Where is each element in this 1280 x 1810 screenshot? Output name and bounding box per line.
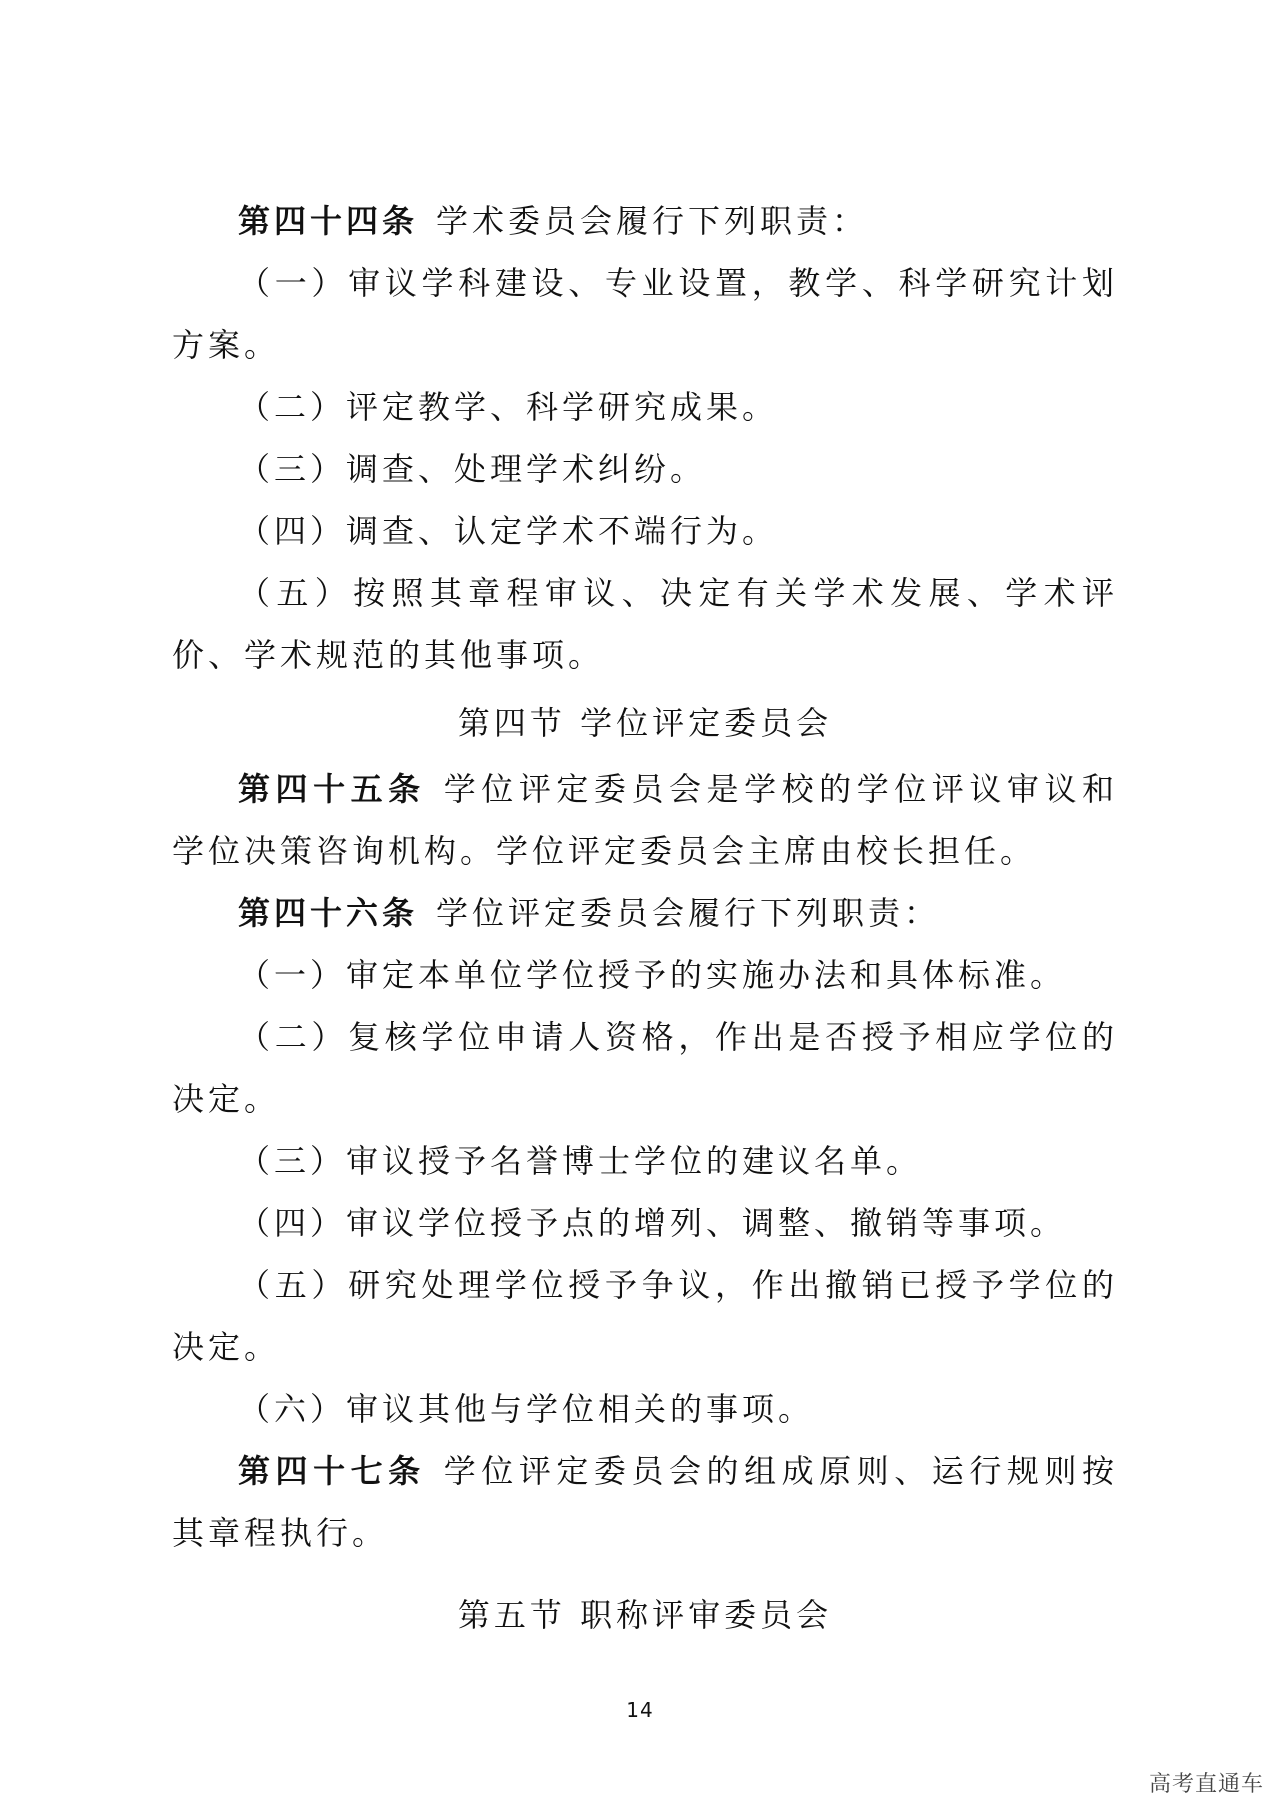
section-heading: 第五节 职称评审委员会 bbox=[457, 1596, 833, 1634]
list-item: （五）按照其章程审议、决定有关学术发展、学术评价、学术规范的其他事项。 bbox=[172, 574, 1118, 674]
article-text: 学位评定委员会的组成原则、运行规则按其章程执行。 bbox=[172, 1452, 1118, 1552]
list-item: （四）审议学位授予点的增列、调整、撤销等事项。 bbox=[238, 1204, 1067, 1242]
page-number: 14 bbox=[626, 1698, 654, 1722]
article-label: 第四十七条 bbox=[238, 1452, 426, 1490]
article-label: 第四十四条 bbox=[238, 202, 419, 240]
article-text: 学术委员会履行下列职责： bbox=[436, 202, 869, 240]
article-label: 第四十五条 bbox=[238, 770, 426, 808]
article-label: 第四十六条 bbox=[238, 894, 419, 932]
article-46 bbox=[172, 882, 1118, 944]
article-text: 学位评定委员会履行下列职责： bbox=[436, 894, 941, 932]
list-item: （二）评定教学、科学研究成果。 bbox=[238, 388, 779, 426]
list-item: （三）审议授予名誉博士学位的建议名单。 bbox=[238, 1142, 923, 1180]
article-44 bbox=[172, 190, 1118, 252]
list-item: （六）审议其他与学位相关的事项。 bbox=[238, 1390, 815, 1428]
list-item: （一）审定本单位学位授予的实施办法和具体标准。 bbox=[238, 956, 1067, 994]
section-heading: 第四节 学位评定委员会 bbox=[457, 704, 833, 742]
article-47 bbox=[172, 1440, 1118, 1564]
list-item: （四）调查、认定学术不端行为。 bbox=[238, 512, 779, 550]
document-body bbox=[172, 190, 1118, 1650]
list-item: （一）审议学科建设、专业设置，教学、科学研究计划方案。 bbox=[172, 264, 1118, 364]
list-item: （三）调查、处理学术纠纷。 bbox=[238, 450, 707, 488]
list-item: （五）研究处理学位授予争议，作出撤销已授予学位的决定。 bbox=[172, 1266, 1118, 1366]
list-item: （二）复核学位申请人资格，作出是否授予相应学位的决定。 bbox=[172, 1018, 1118, 1118]
article-45 bbox=[172, 758, 1118, 882]
article-text: 学位评定委员会是学校的学位评议审议和学位决策咨询机构。学位评定委员会主席由校长担任。 bbox=[172, 770, 1118, 870]
watermark: 高考直通车 bbox=[1148, 1772, 1264, 1797]
